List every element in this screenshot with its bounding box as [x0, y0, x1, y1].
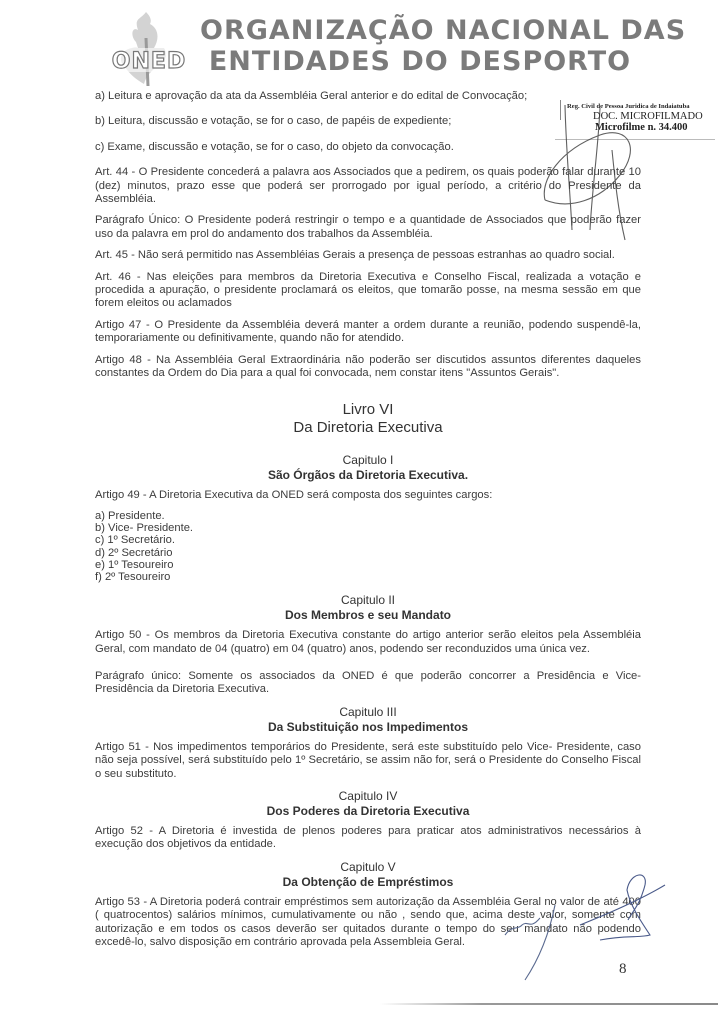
- chapter-label: Capitulo II: [340, 593, 396, 608]
- chapter-label: Capitulo IV: [338, 788, 398, 803]
- article-47: Artigo 47 - O Presidente da Assembléia deverá manter a ordem durante a reunião, podendo suspendê-la, temporariamente ou definitivamente, quando não for atendido.: [95, 318, 641, 345]
- stamp-microfilm-number: Microfilme n. 34.400: [595, 122, 688, 133]
- chapter-3-heading: [95, 705, 641, 735]
- book-heading: [95, 401, 641, 437]
- positions-list: [95, 510, 641, 583]
- position-item: f) 2º Tesoureiro: [95, 570, 171, 583]
- article-49: Artigo 49 - A Diretoria Executiva da ONED será composta dos seguintes cargos:: [95, 488, 493, 501]
- chapter-title: Da Substituição nos Impedimentos: [267, 719, 469, 734]
- article-52: Artigo 52 - A Diretoria é investida de plenos poderes para praticar atos administrativos necessários à execução dos objetivos da entidade.: [95, 824, 641, 851]
- page-footer: [0, 957, 718, 1017]
- position-item: c) 1º Secretário.: [95, 534, 175, 547]
- article-50: Artigo 50 - Os membros da Diretoria Executiva constante do artigo anterior serão eleitos pela Assembléia Geral, com mandato de 04 (quatro) em 04 (quatro) anos, podendo ser reconduzidos uma única vez.: [95, 629, 641, 655]
- item-a: a) Leitura e aprovação da ata da Assembléia Geral anterior e do edital de Convocação;: [95, 90, 528, 102]
- chapter-label: Capitulo V: [340, 859, 396, 874]
- stamp-registry: Reg. Civil de Pessoa Juridica de Indaiatuba: [567, 103, 690, 110]
- chapter-4-heading: [95, 789, 641, 819]
- page-number: 8: [619, 961, 627, 978]
- article-51: Artigo 51 - Nos impedimentos temporários do Presidente, será este substituído pelo Vice- Presidente, caso não seja possível, será substituído pelo 1º Secretário, se assim não for, será o Presidente do Conselho Fiscal o seu substituto.: [95, 740, 641, 780]
- chapter-1-heading: [95, 453, 641, 483]
- chapter-2-heading: [95, 593, 641, 623]
- agenda-items: [95, 90, 535, 154]
- oned-logo: [94, 8, 204, 86]
- position-item: e) 1º Tesoureiro: [95, 558, 174, 571]
- logo-text: ONED: [111, 49, 187, 74]
- chapter-label: Capitulo III: [339, 704, 397, 719]
- chapter-5-heading: [95, 860, 641, 890]
- document-body: [95, 88, 641, 949]
- article-45: Art. 45 - Não será permitido nas Assembléias Gerais a presença de pessoas estranhas ao quadro social.: [95, 249, 615, 262]
- position-item: d) 2º Secretário: [95, 546, 173, 559]
- position-item: a) Presidente.: [95, 509, 165, 522]
- article-44-paragraph: Parágrafo Único: O Presidente poderá restringir o tempo e a quantidade de Associados que poderão fazer uso da palavra em prol do andamento dos trabalhos da Assembléia.: [95, 214, 641, 240]
- chapter-title: Dos Membros e seu Mandato: [284, 608, 452, 623]
- organization-title-line-2: ENTIDADES DO DESPORTO: [208, 46, 632, 77]
- article-44: Art. 44 - O Presidente concederá a palavra aos Associados que a pedirem, os quais poderão falar durante 10 (dez) minutos, prazo esse que poderá ser prorrogado por igual período, a critério do Presidente da Assembléia.: [95, 166, 641, 206]
- article-48: Artigo 48 - Na Assembléia Geral Extraordinária não poderão ser discutidos assuntos diferentes daqueles constantes da Ordem do Dia para a qual foi convocada, nem constar itens "Assuntos Gerais".: [95, 353, 641, 380]
- chapter-title: Dos Poderes da Diretoria Executiva: [266, 803, 470, 818]
- article-46: Art. 46 - Nas eleições para membros da Diretoria Executiva e Conselho Fiscal, realizada a votação e procedida a apuração, o presidente proclamará os eleitos, que tomarão posse, na mesma sessão em que forem eleitos ou aclamados: [95, 270, 641, 310]
- chapter-title: Da Obtenção de Empréstimos: [282, 874, 454, 889]
- article-53: Artigo 53 - A Diretoria poderá contrair empréstimos sem autorização da Assembléia Geral no valor de até 400 ( quatrocentos) salários mínimos, cumulativamente ou não , sendo que, acima deste valor, somente com autorização e em todos os casos deverão ser quitados durante o tempo do seu mandato não podendo excedê-lo, salvo disposição em contrário aprovada pela Assembleia Geral.: [95, 895, 641, 948]
- letterhead: [0, 0, 718, 88]
- book-label: Livro VI: [342, 400, 394, 418]
- organization-title-line-1: ORGANIZAÇÃO NACIONAL DAS: [200, 15, 687, 46]
- chapter-label: Capitulo I: [342, 452, 394, 467]
- item-c: c) Exame, discussão e votação, se for o caso, do objeto da convocação.: [95, 140, 454, 153]
- stamp-doc: DOC. MICROFILMADO: [593, 111, 703, 122]
- chapter-title: São Órgãos da Diretoria Executiva.: [267, 467, 469, 482]
- scan-edge-line: [380, 1003, 718, 1005]
- item-b: b) Leitura, discussão e votação, se for o caso, de papéis de expediente;: [95, 115, 452, 128]
- article-50-paragraph: Parágrafo único: Somente os associados da ONED é que poderão concorrer a Presidência e Vice-Presidência da Diretoria Executiva.: [95, 669, 641, 696]
- position-item: b) Vice- Presidente.: [95, 522, 194, 535]
- book-title: Da Diretoria Executiva: [293, 418, 443, 436]
